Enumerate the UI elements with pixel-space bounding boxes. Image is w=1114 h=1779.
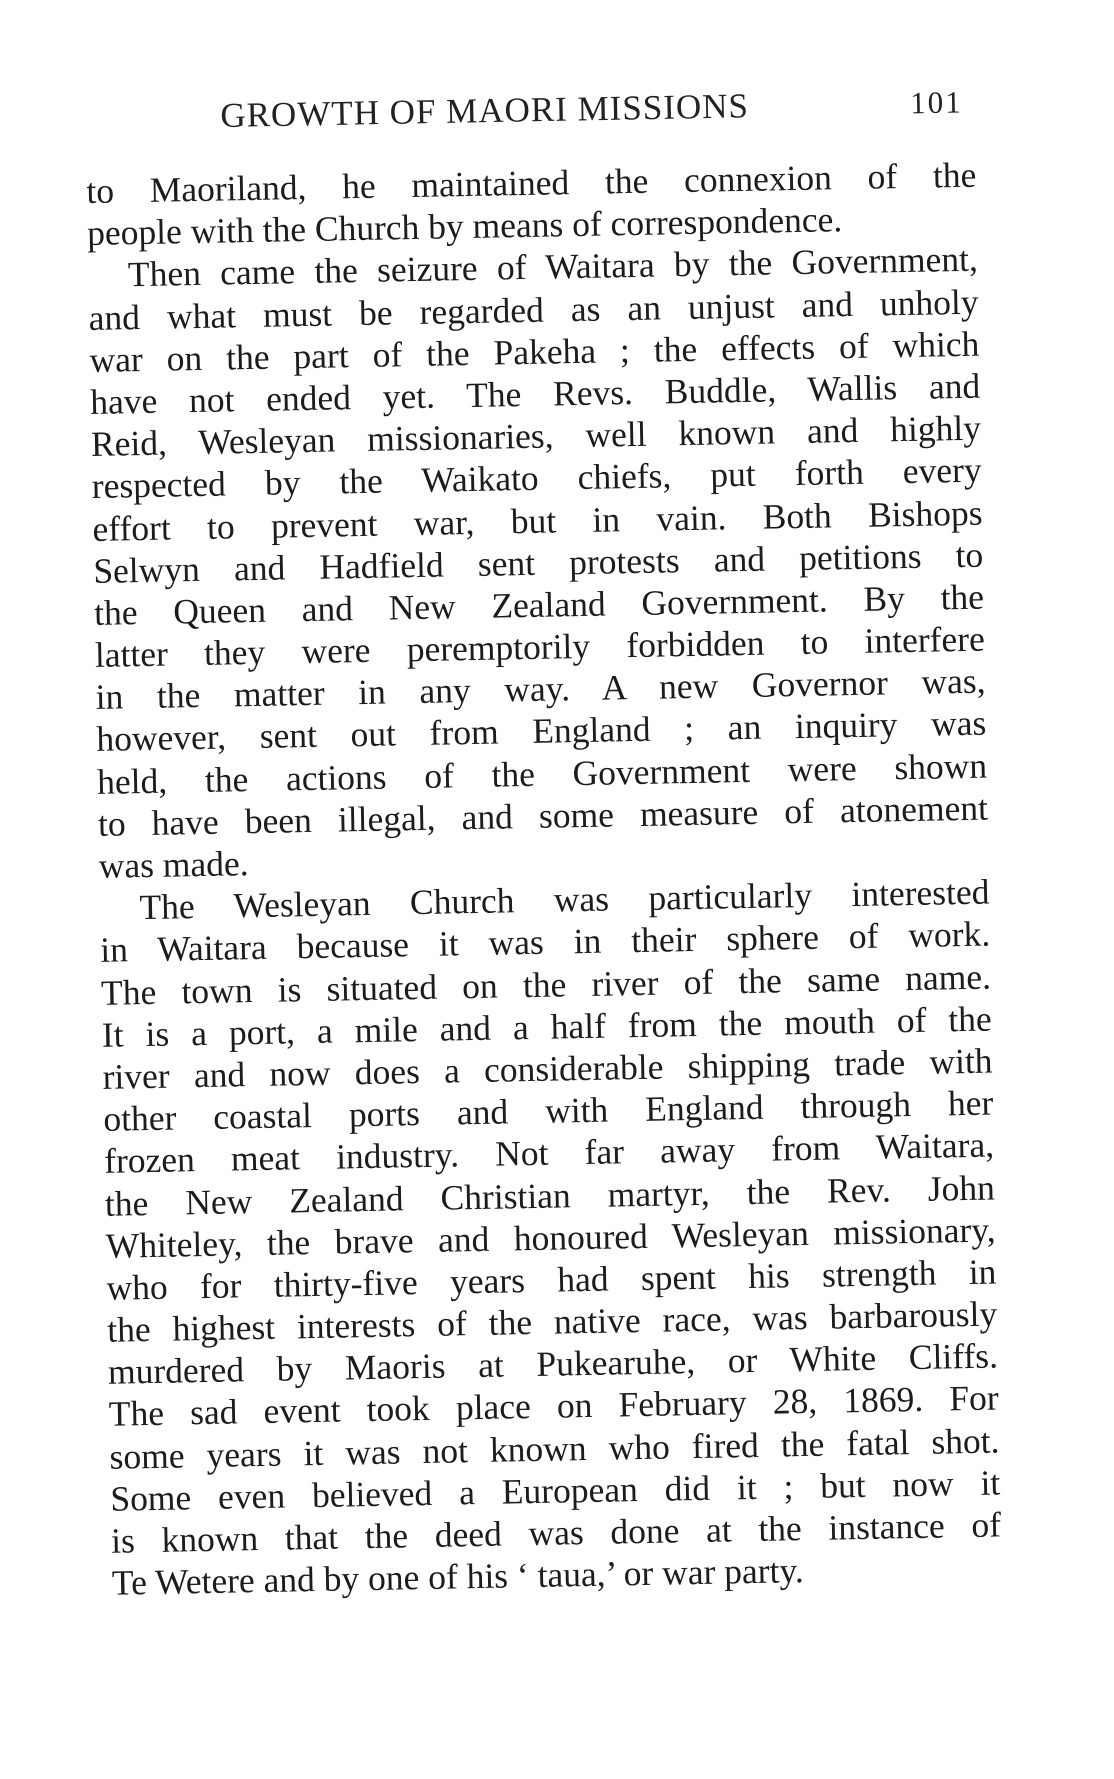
text-line: The Wesleyan Church was particularly interested bbox=[139, 871, 990, 928]
text-line: some years it was not known who fired the fatal shot. bbox=[109, 1420, 1000, 1477]
text-line: in the matter in any way. A new Governor was, bbox=[95, 660, 986, 718]
text-line: to have been illegal, and some measure of atonement bbox=[97, 787, 989, 844]
text-line: frozen meat industry. Not far away from Waitara, bbox=[103, 1124, 995, 1182]
page-number: 101 bbox=[909, 84, 964, 121]
text-line: the Queen and New Zealand Government. By the bbox=[93, 576, 985, 633]
running-head bbox=[220, 82, 981, 146]
text-line: however, sent out from England ; an inquiry was bbox=[96, 703, 987, 760]
text-line: the highest interests of the native race, was barbarously bbox=[106, 1293, 998, 1350]
paragraph-3 bbox=[99, 871, 1002, 1604]
text-line: in Waitara because it was in their sphere of work. bbox=[99, 913, 991, 971]
text-line: to Maoriland, he maintained the connexion of the bbox=[86, 154, 977, 211]
text-line: war on the part of the Pakeha ; the effects of which bbox=[89, 323, 980, 380]
text-line: have not ended yet. The Revs. Buddle, Wallis and bbox=[89, 365, 981, 422]
text-line: who for thirty-five years had spent his strength in bbox=[106, 1251, 997, 1308]
text-line: Then came the seizure of Waitara by the Government, bbox=[127, 239, 979, 295]
text-line: The sad event took place on February 28, 1869. For bbox=[108, 1377, 1000, 1435]
text-line: Whiteley, the brave and honoured Wesleyan missionary, bbox=[105, 1209, 996, 1266]
paragraph-1 bbox=[86, 154, 977, 255]
body-text bbox=[86, 154, 1002, 1604]
text-line: effort to prevent war, but in vain. Both Bishops bbox=[92, 492, 983, 549]
text-line: Selwyn and Hadfield sent protests and petitions to bbox=[92, 534, 984, 591]
text-line: was made. bbox=[98, 843, 249, 886]
text-line: The town is situated on the river of the same name. bbox=[100, 956, 992, 1013]
text-line: river and now does a considerable shipping trade with bbox=[102, 1040, 993, 1097]
text-line: the New Zealand Christian martyr, the Rev. John bbox=[104, 1167, 996, 1224]
text-line: people with the Church by means of correspondence. bbox=[86, 199, 843, 254]
text-line: latter they were peremptorily forbidden to interfere bbox=[94, 618, 986, 675]
text-line: other coastal ports and with England through her bbox=[103, 1082, 994, 1139]
running-head-title: GROWTH OF MAORI MISSIONS bbox=[220, 86, 750, 135]
paragraph-2 bbox=[88, 238, 989, 887]
text-line: respected by the Waikato chiefs, put forth every bbox=[91, 449, 983, 507]
text-line: It is a port, a mile and a half from the mouth of the bbox=[101, 998, 993, 1055]
text-line: is known that the deed was done at the instance of bbox=[110, 1504, 1002, 1561]
text-line: murdered by Maoris at Pukearuhe, or White Cliffs. bbox=[107, 1335, 999, 1393]
text-line: Reid, Wesleyan missionaries, well known and highly bbox=[90, 407, 982, 465]
text-line: held, the actions of the Government were shown bbox=[96, 745, 988, 802]
text-line: and what must be regarded as an unjust and unholy bbox=[88, 281, 979, 338]
text-line: Te Wetere and by one of his ‘ taua,’ or war party. bbox=[111, 1550, 805, 1603]
text-line: Some even believed a European did it ; but now it bbox=[109, 1462, 1001, 1519]
